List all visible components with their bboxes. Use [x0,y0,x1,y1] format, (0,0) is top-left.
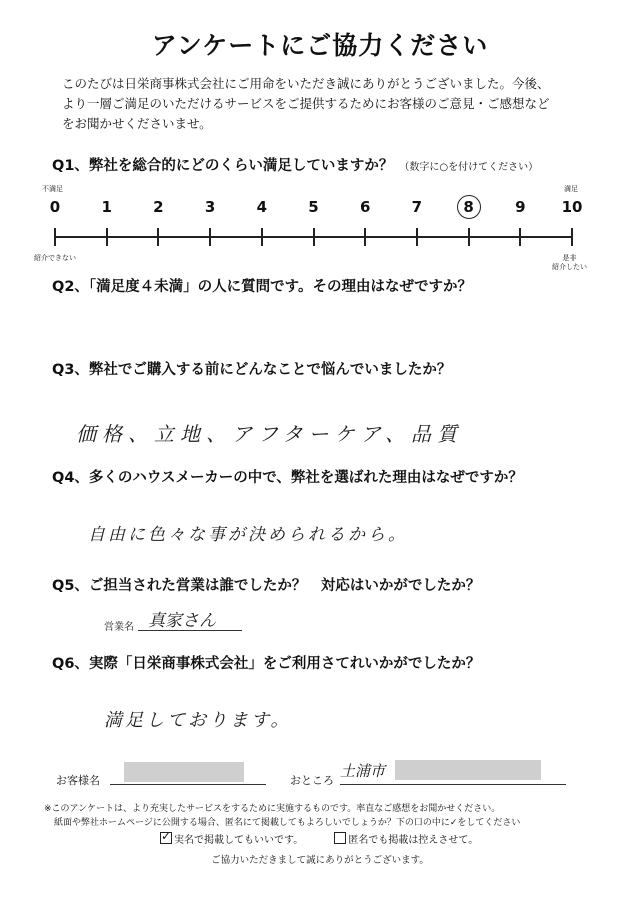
footer-note1: ※このアンケートは、より充実したサービスをするために実施するものです。率直なご感想をお聞かせください。 [44,804,501,814]
q6-question: Q6、実際「日栄商事株式会社」をご利用さてれいかがでしたか？ [52,656,481,672]
intro-text [62,74,582,134]
scale-option[interactable]: 7 [411,198,423,216]
checkbox-empty-icon[interactable] [334,832,346,844]
sales-name-value: 真家さん [148,611,216,631]
q1-note: （数字に○を付けてください） [399,162,539,173]
customer-name-redacted [124,762,244,782]
scale-option[interactable]: 9 [515,198,526,216]
q5-question: Q5、ご担当された営業は誰でしたか？ 対応はいかがでしたか？ [52,578,481,594]
scale-right-bottom-label [552,254,587,272]
q3-question: Q3、弊社でご購入する前にどんなことで悩んでいましたか？ [52,362,452,378]
address-redacted [395,760,541,780]
satisfaction-scale [34,180,600,275]
q4-answer[interactable]: 自由に色々な事が決められるから。 [88,525,408,545]
scale-left-bottom-label: 紹介できない [34,254,76,262]
footer-notes [44,802,604,848]
sales-name-field[interactable] [138,606,242,631]
scale-right-bottom-line: 是非 [562,254,577,262]
customer-name-label: お客様名 [56,774,100,787]
scale-tick [209,228,211,246]
scale-tick [313,228,315,246]
address-field[interactable] [340,760,566,785]
scale-option[interactable]: 3 [204,198,216,216]
intro-line: このたびは日栄商事株式会社にご用命をいただき誠にありがとうございました。今後、 [62,76,550,91]
q1-question [52,154,538,175]
scale-option[interactable]: 4 [256,198,268,216]
scale-right-bottom-line: 紹介したい [552,263,587,271]
consent-option-real-name[interactable]: ✓実名で掲載してもいいです。 [160,835,303,846]
q3-answer[interactable]: 価格、立地、アフターケア、品質 [76,422,463,446]
consent-options [44,832,604,848]
address-label: おところ [290,774,334,787]
q6-answer[interactable]: 満足しております。 [104,710,292,731]
q4-question: Q4、多くのハウスメーカーの中で、弊社を選ばれた理由はなぜですか？ [52,470,523,486]
consent-option-anonymous[interactable]: 匿名でも掲載は控えさせて。 [334,835,478,846]
customer-name-field[interactable] [110,762,266,785]
q2-question: Q2、「満足度４未満」の人に質問です。その理由はなぜですか？ [52,279,473,295]
checkbox-checked-icon[interactable] [160,832,172,844]
scale-tick [261,228,263,246]
scale-option[interactable]: 2 [153,198,164,216]
scale-left-top-label: 不満足 [42,185,63,193]
scale-option[interactable]: 0 [49,198,61,216]
footer-note2: 紙面や弊社ホームページに公開する場合、匿名にて掲載してもよろしいでしょうか？下の口の中に✓をしてください [54,818,521,828]
sales-name-label: 営業名 [104,622,134,633]
thanks-text: ご協力いただきまして誠にありがとうございます。 [211,855,429,866]
scale-tick [54,228,56,246]
scale-right-top-label: 満足 [564,185,578,193]
scale-option[interactable]: 10 [561,198,583,216]
scale-tick [519,228,521,246]
scale-tick [106,228,108,246]
scale-option[interactable]: 6 [359,198,371,216]
intro-line: をお聞かせくださいませ。 [62,116,212,131]
scale-option[interactable]: 5 [308,198,319,216]
scale-tick [468,228,470,246]
scale-option-selected[interactable]: 8 [457,195,481,219]
scale-tick [364,228,366,246]
page-title: アンケートにご協力ください [151,31,489,60]
scale-tick [416,228,418,246]
scale-tick [157,228,159,246]
q1-label: Q1、弊社を総合的にどのくらい満足していますか？ [52,158,394,174]
scale-tick [571,228,573,246]
scale-option[interactable]: 1 [101,198,112,216]
address-value: 土浦市 [340,762,386,780]
intro-line: より一層ご満足のいただけるサービスをご提供するためにお客様のご意見・ご感想など [62,96,550,111]
